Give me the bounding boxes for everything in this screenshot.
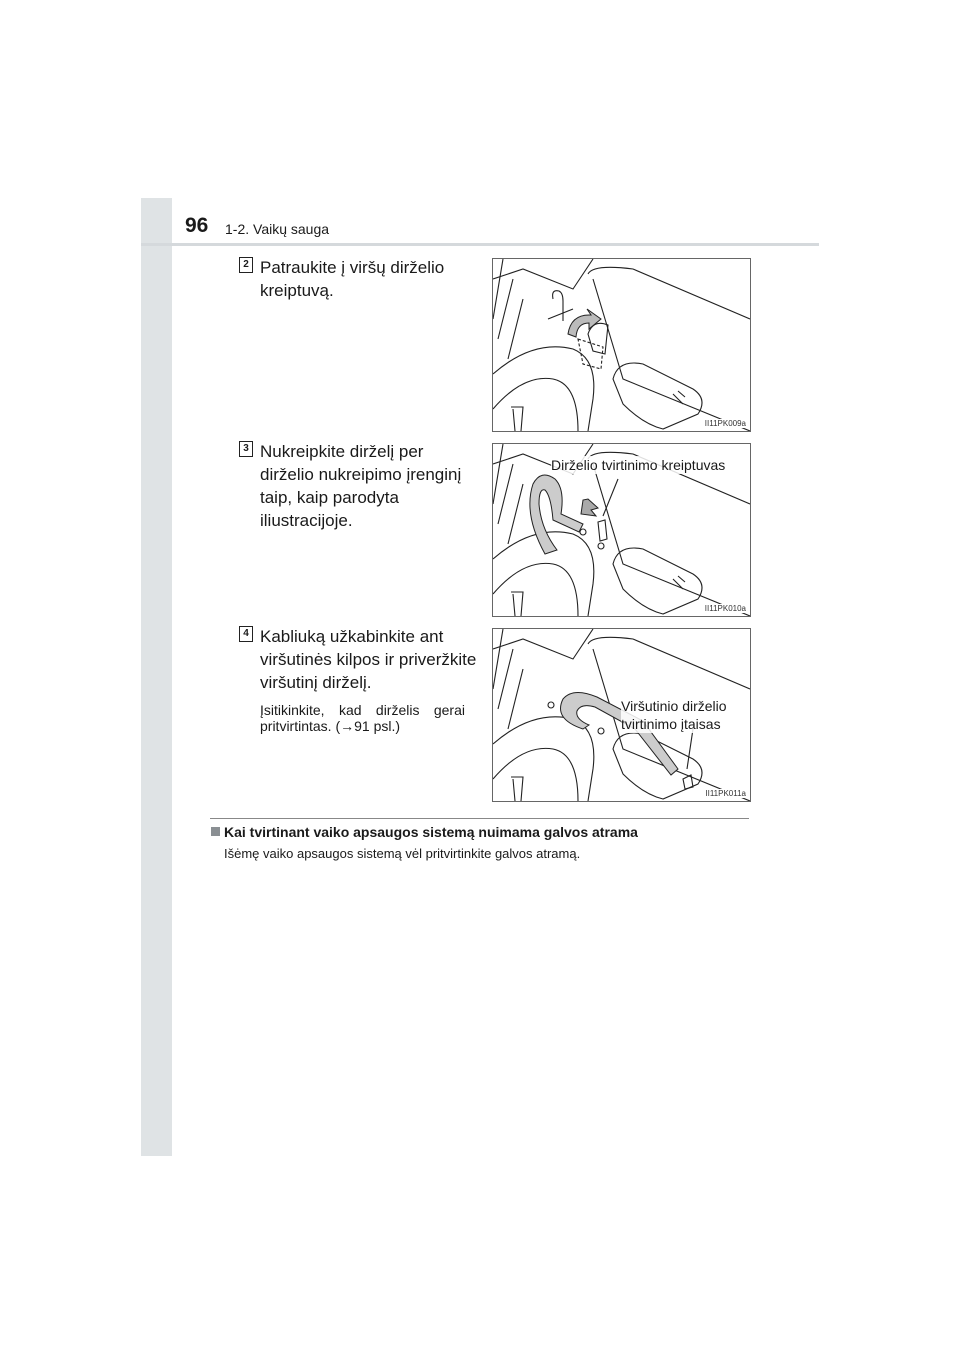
step-number-4: 4 [239, 626, 253, 642]
subsection-text: Išėmę vaiko apsaugos sistemą vėl pritvirtinkite galvos atramą. [224, 846, 581, 861]
step-3-text: Nukreipkite dirželį per dirželio nukreipimo įrenginį taip, kaip parodyta iliustracijoje. [260, 442, 462, 530]
header-divider [141, 243, 819, 246]
figure-step-4 [492, 628, 751, 802]
seat-illustration-step-2 [493, 259, 750, 431]
callout-belt-guide: Dirželio tvirtinimo kreiptuvas [551, 457, 726, 473]
figure-code: II11PK011a [705, 789, 746, 798]
figure-code: II11PK009a [704, 419, 746, 428]
figure-step-2 [492, 258, 751, 432]
section-divider [210, 818, 749, 819]
step-2-text: Patraukite į viršų dirželio kreiptuvą. [260, 258, 445, 300]
step-4-note: Įsitikinkite, kad dirželis gerai pritvirtintas. (→91 psl.) [260, 702, 465, 734]
figure-code: II11PK010a [704, 604, 746, 613]
page-number: 96 [185, 214, 209, 237]
step-4-text: Kabliuką užkabinkite ant viršutinės kilpos ir priveržkite viršutinį dirželį. [260, 627, 477, 692]
figure-step-3 [492, 443, 751, 617]
section-title: 1-2. Vaikų sauga [225, 221, 330, 237]
side-tab-bar [141, 198, 172, 1156]
callout-top-tether-anchor: Viršutinio dirželio tvirtinimo įtaisas [621, 697, 743, 733]
step-number-2: 2 [239, 257, 253, 273]
subsection-heading: Kai tvirtinant vaiko apsaugos sistemą nuimama galvos atrama [224, 824, 638, 840]
step-number-3: 3 [239, 441, 253, 457]
bullet-square-icon [211, 827, 220, 836]
